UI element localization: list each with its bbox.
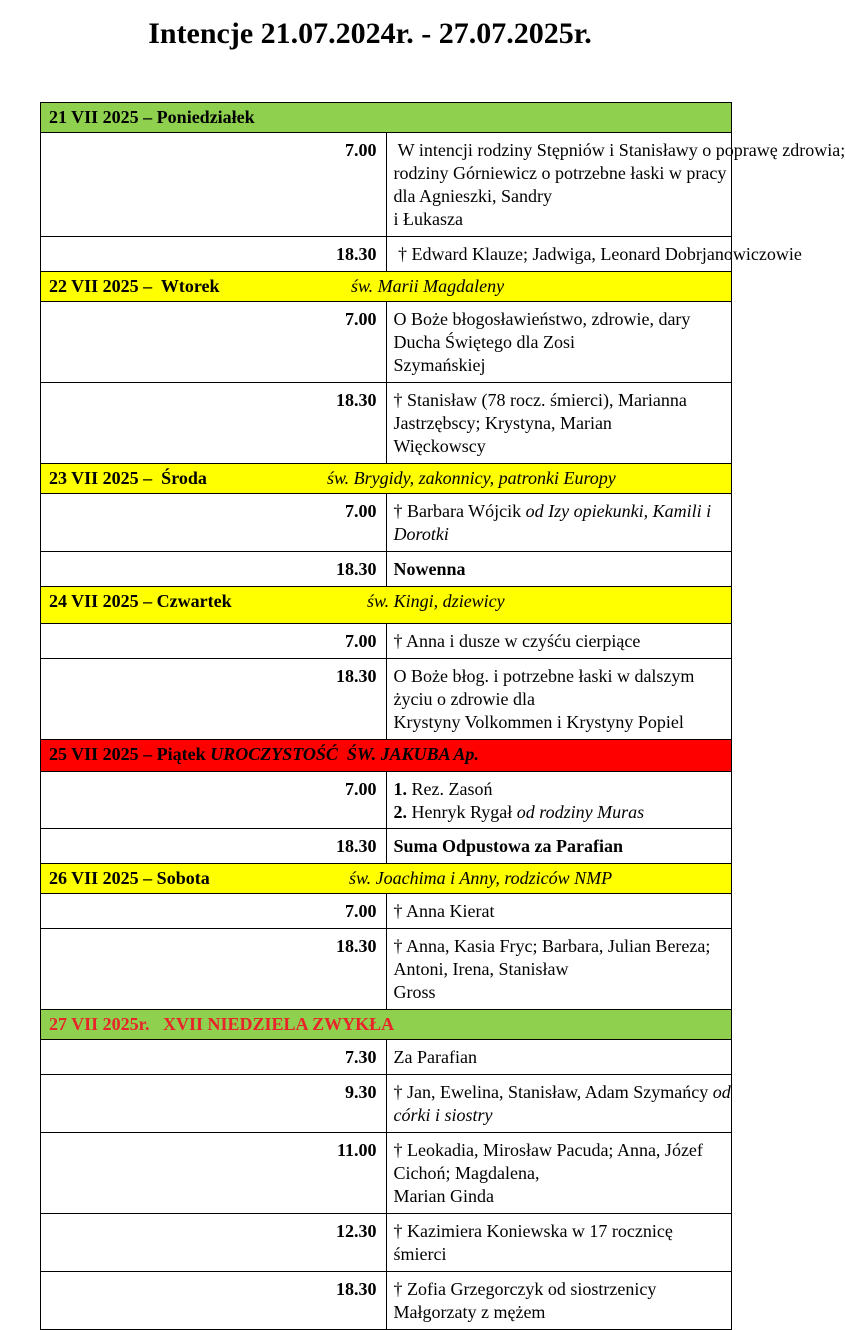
mass-intention: † Anna Kierat xyxy=(386,894,732,929)
mass-intention: O Boże błogosławieństwo, zdrowie, dary Ducha Świętego dla Zosi Szymańskiej xyxy=(386,302,732,383)
mass-intention: Suma Odpustowa za Parafian xyxy=(386,829,732,864)
mass-intention: † Anna, Kasia Fryc; Barbara, Julian Bereza; Antoni, Irena, Stanisław Gross xyxy=(386,929,732,1010)
mass-row xyxy=(41,1075,732,1133)
mass-time: 18.30 xyxy=(41,383,387,464)
mass-intention: W intencji rodziny Stępniów i Stanisławy o poprawę zdrowia; rodziny Górniewicz o potrzebne łaski w pracy dla Agnieszki, Sandry i Łukasza xyxy=(386,133,732,237)
saint-name: św. Brygidy, zakonnicy, patronki Europy xyxy=(327,468,616,488)
day-header-row xyxy=(41,464,732,494)
mass-row xyxy=(41,772,732,829)
mass-time: 12.30 xyxy=(41,1214,387,1272)
day-header-row xyxy=(41,864,732,894)
day-header: 26 VII 2025 – Sobota św. Joachima i Anny, rodziców NMP xyxy=(41,864,732,894)
mass-time: 18.30 xyxy=(41,237,387,272)
mass-intention: † Kazimiera Koniewska w 17 rocznicę śmierci xyxy=(386,1214,732,1272)
day-header-row xyxy=(41,740,732,772)
mass-row xyxy=(41,302,732,383)
feast-name: UROCZYSTOŚĆ ŚW. JAKUBA Ap. xyxy=(210,744,479,764)
day-header: 23 VII 2025 – Środa św. Brygidy, zakonnicy, patronki Europy xyxy=(41,464,732,494)
intentions-table xyxy=(40,102,845,1330)
mass-intention: † Stanisław (78 rocz. śmierci), Marianna Jastrzębscy; Krystyna, Marian Więckowscy xyxy=(386,383,732,464)
mass-time: 7.30 xyxy=(41,1040,387,1075)
mass-intention: O Boże błog. i potrzebne łaski w dalszym życiu o zdrowie dla Krystyny Volkommen i Krystyny Popiel xyxy=(386,659,732,740)
mass-time: 18.30 xyxy=(41,659,387,740)
day-header-row xyxy=(41,587,732,624)
mass-row xyxy=(41,494,732,552)
mass-time: 18.30 xyxy=(41,829,387,864)
day-header: 27 VII 2025r. XVII NIEDZIELA ZWYKŁA xyxy=(41,1010,732,1040)
mass-intention: † Anna i dusze w czyśću cierpiące xyxy=(386,624,732,659)
mass-row xyxy=(41,133,732,237)
day-header: 24 VII 2025 – Czwartek św. Kingi, dziewicy xyxy=(41,587,732,624)
day-header: 25 VII 2025 – Piątek UROCZYSTOŚĆ ŚW. JAKUBA Ap. xyxy=(41,740,732,772)
mass-time: 18.30 xyxy=(41,552,387,587)
mass-row xyxy=(41,624,732,659)
mass-intention: † Barbara Wójcik od Izy opiekunki, Kamili i Dorotki xyxy=(386,494,732,552)
mass-intention: Nowenna xyxy=(386,552,732,587)
mass-row xyxy=(41,237,732,272)
mass-row xyxy=(41,659,732,740)
mass-intention: † Edward Klauze; Jadwiga, Leonard Dobrjanowiczowie xyxy=(386,237,732,272)
mass-row xyxy=(41,552,732,587)
mass-row xyxy=(41,1040,732,1075)
day-header: 22 VII 2025 – Wtorek św. Marii Magdaleny xyxy=(41,272,732,302)
mass-time: 18.30 xyxy=(41,929,387,1010)
day-header-row xyxy=(41,272,732,302)
page-title: Intencje 21.07.2024r. - 27.07.2025r. xyxy=(148,17,592,50)
saint-name: św. Joachima i Anny, rodziców NMP xyxy=(349,868,613,888)
mass-time: 7.00 xyxy=(41,302,387,383)
saint-name: św. Kingi, dziewicy xyxy=(367,591,505,611)
mass-time: 11.00 xyxy=(41,1133,387,1214)
mass-intention: † Zofia Grzegorczyk od siostrzenicy Małgorzaty z mężem xyxy=(386,1272,732,1330)
day-header-row xyxy=(41,103,732,133)
mass-row xyxy=(41,1214,732,1272)
mass-row xyxy=(41,929,732,1010)
mass-time: 7.00 xyxy=(41,894,387,929)
mass-time: 7.00 xyxy=(41,494,387,552)
mass-row xyxy=(41,383,732,464)
mass-time: 18.30 xyxy=(41,1272,387,1330)
mass-intention: Za Parafian xyxy=(386,1040,732,1075)
day-header-row xyxy=(41,1010,732,1040)
mass-time: 7.00 xyxy=(41,133,387,237)
mass-intention: † Jan, Ewelina, Stanisław, Adam Szymańcy od córki i siostry xyxy=(386,1075,732,1133)
mass-intention: 1. Rez. Zasoń 2. Henryk Rygał od rodziny Muras xyxy=(386,772,732,829)
saint-name: św. Marii Magdaleny xyxy=(351,276,505,296)
mass-time: 7.00 xyxy=(41,772,387,829)
mass-intention: † Leokadia, Mirosław Pacuda; Anna, Józef Cichoń; Magdalena, Marian Ginda xyxy=(386,1133,732,1214)
mass-time: 9.30 xyxy=(41,1075,387,1133)
day-header: 21 VII 2025 – Poniedziałek xyxy=(41,103,732,133)
mass-time: 7.00 xyxy=(41,624,387,659)
mass-row xyxy=(41,1272,732,1330)
mass-row xyxy=(41,829,732,864)
mass-row xyxy=(41,894,732,929)
mass-row xyxy=(41,1133,732,1214)
